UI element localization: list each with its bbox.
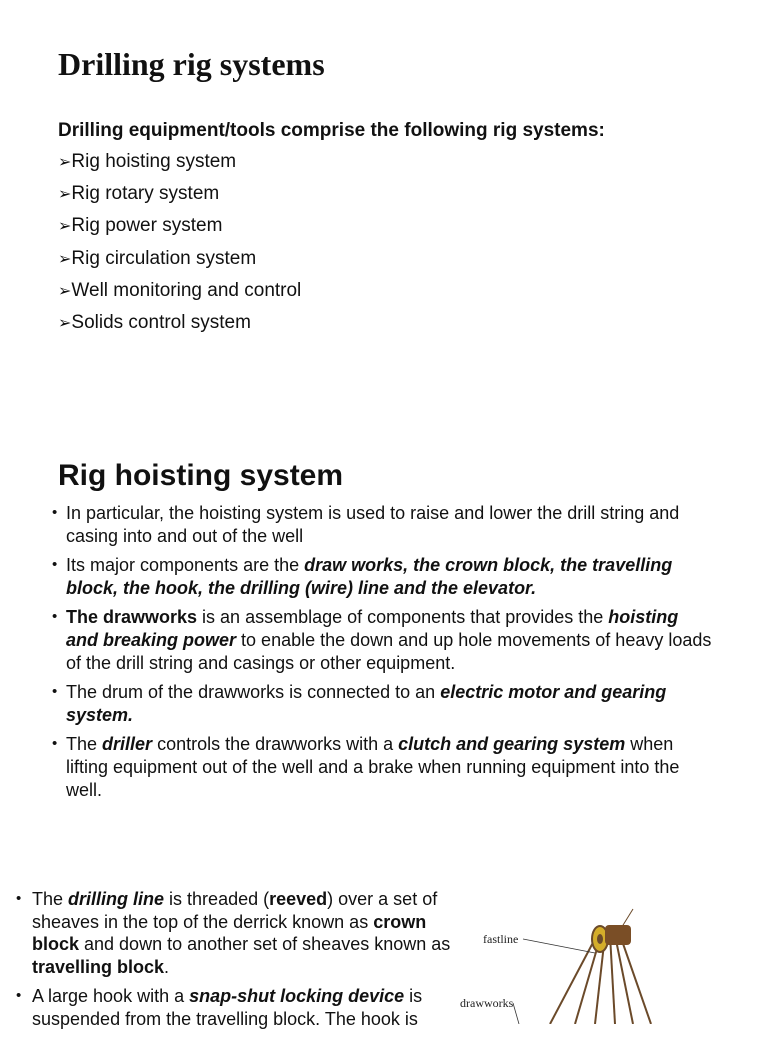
derrick-line — [550, 935, 597, 1024]
hoisting-bullet: • The drawworks is an assemblage of components that provides the hoisting and breaking power to enable the down and up hole movements of heavy loads of the drill string and casings or other equipment. — [50, 606, 715, 674]
arrow-bullet-icon: ➢ — [58, 250, 72, 268]
arrow-bullet-icon: ➢ — [58, 218, 72, 236]
drilling-line-bullet: • The drilling line is threaded (reeved) over a set of sheaves in the top of the derrick known as crown block and down to another set of sheaves known as travelling block. — [14, 888, 459, 978]
drawworks-pointer — [513, 1003, 519, 1024]
hoisting-bullet: • In particular, the hoisting system is used to raise and lower the drill string and casing into and out of the well — [50, 502, 715, 547]
rig-system-item: ➢Well monitoring and control — [58, 279, 302, 301]
arrow-bullet-icon: ➢ — [58, 282, 72, 300]
fastline-pointer — [523, 939, 595, 953]
crown-block-drum — [605, 925, 631, 945]
hook-bullet: • A large hook with a snap-shut locking device is suspended from the travelling block. The hook is — [14, 985, 459, 1030]
rig-system-item: ➢Rig rotary system — [58, 183, 220, 205]
hoisting-bullet: • The driller controls the drawworks with a clutch and gearing system when lifting equipment out of the well and a brake when running equipment into the well. — [50, 733, 715, 801]
arrow-bullet-icon: ➢ — [58, 154, 72, 171]
hoisting-bullet-list — [50, 502, 715, 808]
hoisting-bullet: • The drum of the drawworks is connected to an electric motor and gearing system. — [50, 681, 715, 726]
rig-systems-list — [58, 148, 301, 341]
rig-system-item: ➢Solids control system — [58, 311, 251, 333]
hoisting-system-diagram — [455, 895, 768, 1024]
rig-system-item: ➢Rig power system — [58, 215, 223, 237]
rig-system-item: ➢Rig circulation system — [58, 247, 257, 269]
arrow-bullet-icon: ➢ — [58, 186, 72, 204]
slide-title-drilling-rig-systems: Drilling rig systems — [58, 46, 325, 82]
crown-block-sheave-icon — [597, 934, 603, 944]
drawworks-label: drawworks — [460, 996, 514, 1010]
drilling-line-bullet-list — [14, 888, 459, 1038]
rig-systems-intro: Drilling equipment/tools comprise the following rig systems: — [58, 120, 605, 141]
arrow-bullet-icon: ➢ — [58, 314, 72, 332]
hoisting-bullet: • Its major components are the draw works, the crown block, the travelling block, the hook, the drilling (wire) line and the elevator. — [50, 554, 715, 599]
slide-title-rig-hoisting-system: Rig hoisting system — [58, 459, 344, 492]
derrick-line — [610, 935, 615, 1024]
fastline-label: fastline — [483, 932, 519, 946]
rig-system-item: ➢Rig hoisting system — [58, 151, 237, 172]
